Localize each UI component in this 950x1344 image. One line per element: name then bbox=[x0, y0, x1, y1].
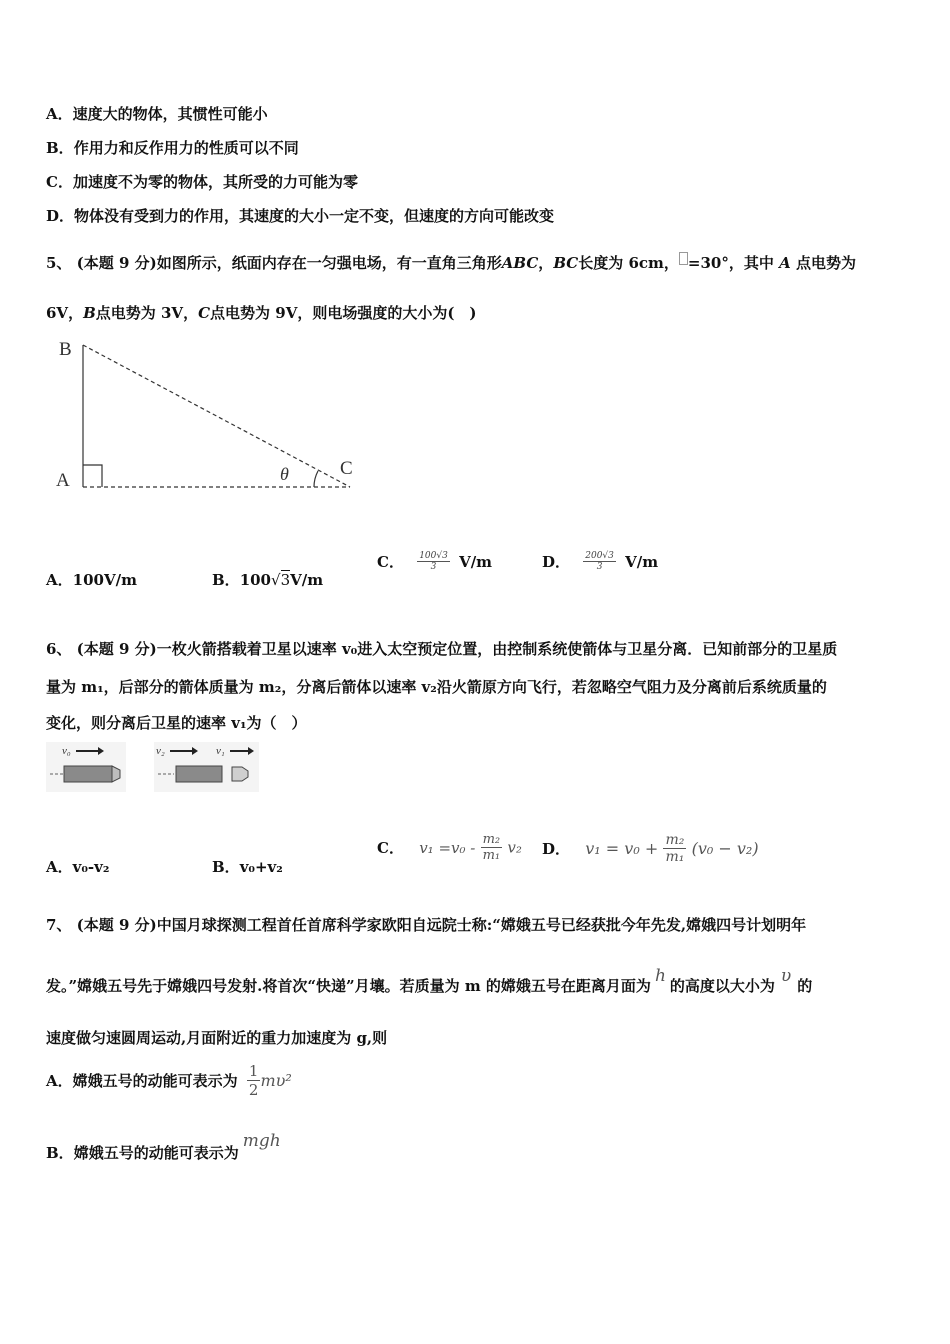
q5-option-c-fraction bbox=[417, 551, 450, 572]
q4-option-c bbox=[46, 171, 358, 192]
q4-option-d-label: D． bbox=[46, 207, 75, 225]
q4-option-c-text: 加速度不为零的物体，其所受的力可能为零 bbox=[72, 173, 358, 191]
v0-label: v₀ bbox=[62, 745, 71, 757]
q6-stem-line-1: 6、 (本题 9 分)一枚火箭搭载着卫星以速率 v₀进入太空预定位置，由控制系统使箭体与卫星分离．已知前部分的卫星质 bbox=[46, 640, 838, 658]
q6-rocket-figure bbox=[46, 742, 261, 792]
q7-option-a bbox=[46, 1062, 292, 1099]
q6-option-c-denominator: m₁ bbox=[482, 848, 501, 863]
q7-stem-tail: 的 bbox=[797, 977, 813, 995]
vertex-a-label: A bbox=[56, 470, 70, 491]
q5-triangle-name: ABC bbox=[501, 254, 539, 272]
q6-option-d-rhs: (v₀ − v₂) bbox=[691, 839, 759, 858]
q6-option-a bbox=[46, 856, 109, 877]
q7-option-a-numerator: 1 bbox=[248, 1062, 259, 1080]
q5-option-d-numerator: 200√3 bbox=[585, 551, 614, 561]
q5-length-text: 长度为 6cm， bbox=[578, 254, 679, 272]
q5-option-d bbox=[542, 551, 658, 572]
angle-theta-label: θ bbox=[280, 464, 289, 484]
q5-stem-text: 5、 (本题 9 分)如图所示，纸面内存在一匀强电场，有一直角三角形 bbox=[46, 254, 502, 272]
q5-side-bc: BC bbox=[553, 254, 579, 272]
sqrt-icon: √ bbox=[271, 571, 281, 589]
q5-option-c bbox=[377, 551, 492, 572]
q6-option-d-denominator: m₁ bbox=[665, 849, 685, 865]
q6-option-c-label: C． bbox=[377, 839, 404, 857]
q4-option-a bbox=[46, 103, 268, 124]
q7-option-a-expression: mυ² bbox=[260, 1071, 292, 1090]
q7-option-b-text: 嫦娥五号的动能可表示为 bbox=[73, 1144, 239, 1162]
satellite-body bbox=[232, 767, 248, 781]
q6-stem-line-3: 变化，则分离后卫星的速率 v₁为（ ） bbox=[46, 714, 307, 732]
q6-option-c-lhs: v₁ =v₀ - bbox=[419, 838, 476, 857]
q5-stem-line-2 bbox=[46, 302, 477, 323]
q6-option-a-value: v₀-v₂ bbox=[72, 858, 110, 876]
q5-option-c-numerator: 100√3 bbox=[419, 551, 448, 561]
q7-option-a-fraction bbox=[247, 1062, 261, 1099]
q6-option-d-fraction bbox=[663, 832, 686, 865]
q6-option-d-label: D． bbox=[542, 840, 571, 858]
q7-option-a-text: 嫦娥五号的动能可表示为 bbox=[72, 1072, 238, 1090]
q5-point-c: C bbox=[198, 304, 211, 322]
q7-height-symbol: h bbox=[654, 966, 666, 986]
q7-speed-symbol: υ bbox=[780, 966, 792, 986]
q5-option-c-label: C． bbox=[377, 553, 404, 571]
v1-label: v₁ bbox=[216, 745, 225, 757]
q4-option-b bbox=[46, 137, 299, 158]
angle-arc bbox=[314, 471, 318, 487]
q4-option-c-label: C． bbox=[46, 173, 73, 191]
q5-point-a: A bbox=[779, 254, 791, 272]
q4-option-b-text: 作用力和反作用力的性质可以不同 bbox=[73, 139, 299, 157]
q5-option-d-fraction bbox=[583, 551, 616, 572]
theta-placeholder-icon bbox=[679, 252, 688, 265]
vertex-b-label: B bbox=[59, 339, 72, 360]
q5-option-a-value: 100V/m bbox=[72, 571, 137, 589]
q6-option-a-label: A． bbox=[46, 858, 73, 876]
q7-stem-line-1: 7、 (本题 9 分)中国月球探测工程首任首席科学家欧阳自远院士称:“嫦娥五号已经获批今年先发,嫦娥四号计划明年 bbox=[46, 916, 807, 934]
q7-option-b-label: B． bbox=[46, 1144, 74, 1162]
q5-option-d-label: D． bbox=[542, 553, 571, 571]
q6-option-b-value: v₀+v₂ bbox=[239, 858, 283, 876]
q5-point-b: B bbox=[83, 304, 96, 322]
q4-option-d-text: 物体没有受到力的作用，其速度的大小一定不变，但速度的方向可能改变 bbox=[74, 207, 555, 225]
q5-option-d-denominator: 3 bbox=[596, 562, 603, 572]
q7-stem-line-2 bbox=[46, 966, 813, 996]
q7-option-a-label: A． bbox=[46, 1072, 73, 1090]
booster-body bbox=[176, 766, 222, 782]
v2-label: v₂ bbox=[156, 745, 165, 757]
q6-option-c bbox=[377, 832, 522, 863]
vertex-c-label: C bbox=[340, 458, 353, 479]
q5-option-b-coef: 100 bbox=[239, 571, 271, 589]
q5-option-d-unit: V/m bbox=[625, 552, 659, 571]
q7-option-a-denominator: 2 bbox=[248, 1081, 259, 1099]
right-angle-mark bbox=[83, 465, 102, 487]
q7-option-b bbox=[46, 1131, 281, 1163]
q5-stem-line-1 bbox=[46, 252, 856, 273]
q7-stem-text: 发。”嫦娥五号先于嫦娥四号发射.将首次“快递”月壤。若质量为 m 的嫦娥五号在距离月面为 bbox=[46, 977, 651, 995]
q6-option-c-fraction bbox=[481, 832, 503, 863]
q7-speed-text: 的高度以大小为 bbox=[669, 977, 775, 995]
q6-option-b-label: B． bbox=[212, 858, 240, 876]
q5-option-a-label: A． bbox=[46, 571, 73, 589]
rocket-body bbox=[64, 766, 112, 782]
q7-option-b-expression: mgh bbox=[242, 1131, 281, 1151]
q5-option-b-radicand: 3 bbox=[280, 571, 291, 589]
q6-stem-line-2: 量为 m₁，后部分的箭体质量为 m₂，分离后箭体以速率 v₂沿火箭原方向飞行，若忽略空气阻力及分离前后系统质量的 bbox=[46, 678, 827, 696]
q6-option-c-rhs: v₂ bbox=[507, 838, 522, 857]
q5-triangle-figure bbox=[50, 335, 370, 500]
q6-option-c-numerator: m₂ bbox=[482, 832, 501, 847]
q5-angle-text: =30°，其中 bbox=[687, 254, 774, 272]
q4-option-a-text: 速度大的物体，其惯性可能小 bbox=[72, 105, 268, 123]
q4-option-a-label: A． bbox=[46, 105, 73, 123]
q5-question-text: 点电势为 9V，则电场强度的大小为( ) bbox=[210, 304, 477, 322]
q5-potential-a: 6V， bbox=[46, 304, 84, 322]
q5-option-c-unit: V/m bbox=[459, 552, 493, 571]
q6-option-d-lhs: v₁ = v₀ + bbox=[585, 839, 659, 858]
side-bc bbox=[83, 345, 350, 487]
q5-option-b bbox=[212, 569, 323, 590]
q5-option-b-unit: V/m bbox=[290, 571, 324, 589]
q6-option-d bbox=[542, 832, 759, 865]
q4-option-d bbox=[46, 205, 554, 226]
q6-option-d-numerator: m₂ bbox=[665, 832, 685, 848]
q5-option-a bbox=[46, 569, 137, 590]
q6-option-b bbox=[212, 856, 283, 877]
q5-potential-b: 点电势为 3V， bbox=[95, 304, 199, 322]
q5-potential-text: 点电势为 bbox=[795, 254, 856, 272]
q5-option-c-denominator: 3 bbox=[430, 562, 437, 572]
q7-stem-line-3: 速度做匀速圆周运动,月面附近的重力加速度为 g,则 bbox=[46, 1029, 388, 1047]
q5-option-b-label: B． bbox=[212, 571, 240, 589]
q5-comma: ， bbox=[538, 254, 554, 272]
q4-option-b-label: B． bbox=[46, 139, 74, 157]
